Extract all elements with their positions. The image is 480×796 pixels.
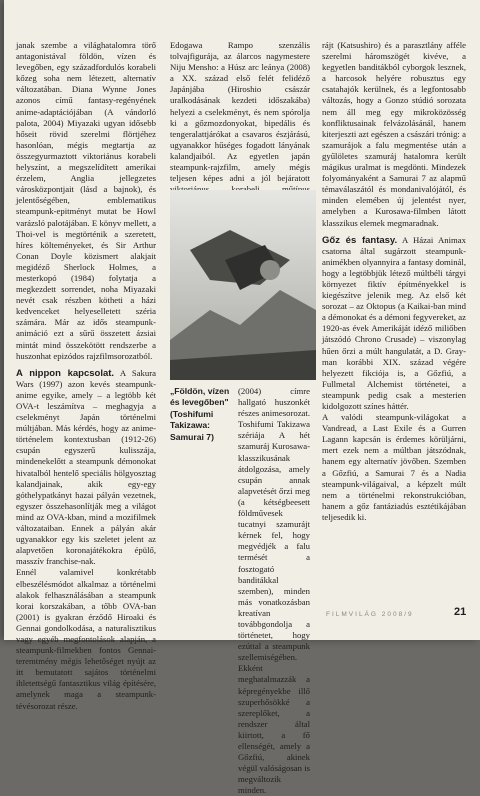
text-column-2-bottom xyxy=(238,386,310,796)
text-column-2-top xyxy=(170,40,310,184)
image-caption: „Földön, vízen és levegőben" (Toshifumi Takizawa: Samurai 7) xyxy=(170,386,230,442)
paragraph: Ennél valamivel konkrétabb elbeszélésmódot alkalmaz a történelmi alakok felhasználásában a steampunk korai korszakában, a tőbb OVA-ban (2001) is gyakran érződő Hiroaki és Gennai gondolkodása, a naturalisztikus vagy egyéb megfontolások alapján, a steampunk-filmekben fontos Gennai-teremtmény mégis lehetőséget nyújt az itt bemutatott sajátos történelmi ihletettségű fantasztikus világ építésére, amelynek maga a steampunk-tévésorozat része. xyxy=(16,567,156,711)
paragraph-text: A Házai Animax csatorna által sugárzott steampunk-animékben olyannyira a fantasy dominál, hogy a legtöbbjük létező múltbéli tárgyi környezet fiktív építményekkel is kiegészítve jelenik meg. Az első két sorozat – az Oktopus (a Kaikai-ban mind a démonokat és a démoni fegyvereket, az 1920-as évek Amerikáját idéző miliőben játszódó Chrono Crusade) – viszonylag hűen őrzi a múlt hangulatát, a D. Gray-man korábbi XIX. század végére helyezett fikciója is, a Gőzfiú, a Fullmetal Alchemist történetei, a steampunk pedig csak a mesterien kidolgozott színes háttér. xyxy=(322,234,466,411)
paragraph: A valódi steampunk-világokat a Vandread, a Last Exile és a Gurren Lagann kapcsán is érdemes körüljárni, mert ezek nem a múltban játszódnak, hanem egy alternatív jövőben. Szemben a Gőzfiú, a Samurai 7 és a Nadia steampunk-világaival, a képzelt múlt nem a történelmi rekonstrukcióban, hanem a gőz fantáziadús esztétikájában teljesedik ki. xyxy=(322,412,466,522)
page-number: 21 xyxy=(454,606,467,618)
illustration xyxy=(170,190,316,380)
paragraph: janak szembe a világhatalomra törő antagonistával földön, vízen és levegőben, egy századfordulós korabeli kőzeg soha nem létezett, alternatív változatában. Diana Wynne Jones azonos című fantasy-regényének anime-adaptációjában (A vándorló palota, 2004) Miyazaki ugyan idősebb hőseit rövid szerelmi flörtjéhez hasonlóan, mégis megtartja az összegyurmaztott viktoriánus korabeli helyszínt, a megszelídített amerikai érzelem, Anglia jellegzetes városközpontjait (lásd a bajnok), és jelentőségében, emblematikus steampunk-epitményt mutat be Howl varázsló palotájában. E könyv mellett, a Thoi-vel is megtörténik a szeretett, híres költeményeket, és Sir Arthur Conan Doyle közismert alakjait megidéző Sherlock Holmes, a mesterkopó (1984) folytatja a megkezdett sorrendet, noha Miyazaki nevét csak részben kötheti a házi kedvenceket helyeselletett széria számára. Már az idős steampunk-animáció ezt a sűrű összetett ázsiai mintát mind összekötött rendszerbe a huszonhat epizódos rajzfilmsorozatból. xyxy=(16,40,156,361)
section-heading: A nippon kapcsolat. xyxy=(16,367,115,379)
magazine-page xyxy=(4,0,480,796)
paragraph: (2004) címre hallgató huszonkét részes animesorozat. Toshifumi Takizawa szériája A hét szamuráj Kurosawa-klasszikusának átdolgozása, amely csupán annak alapvetését őrzi meg (a kétségbeesett földművesek tucatnyi szamurájt kérnek fel, hogy megvédjék a falu termését a fosztogató banditákkal szemben), minden más vonatkozásban kreatívan továbbgondolja a történetet, hogy ezúttal a steampunk szellemiségében. Ekként meghatalmazzák a képregényekbe illő szuperhősökké a szereplőket, a rendszer által kiirtott, a fő ellenségét, amely a Gőzfiú, akinek végül valóságosan is megváltozik minden. xyxy=(238,386,310,796)
paragraph: Edogawa Rampo szenzális tolvajfigurája, az álarcos nagymestere Niju Mensho: a Húsz arc leánya (2008) a XX. század első felét felidéző Japánjába (Hiroshio császár uralkodásának kezdeti időszakába) helyezi a cselekményt, és nem spórolja ki a gőzmozdonyokat, bipedális és tengeralattjárókat a csavaros észjárású, ugyanakkor hűséges fogadott lányának kalandjaiból. Az egyetlen japán steampunk-rajzfilm, amely mégis teljesen képes adni a jól bejáratott xyxy=(170,40,310,184)
paragraph-text: A Sakura Wars (1997) azon kevés steampunk-anime egyike, amely – a legtöbb két OVA-t leszámítva – meghagyja a cselekményt Japán történelmi múltjában. Más kérdés, hogy az anime-történelem kontextusban (1912-26) csupán egyszerű kulisszája, mindenekelőtt a steampunk démonokat hivatalból hentelő speciális hölgyosztag kalandjainak, akik egy-egy góthelypatkányt hazai pályán vezetnek, egyszer összehasonlítják meg a világot mind az OVA-kban, mind a mozifilmek változataiban. Ennek a pályán akár ugyanakkor egy kis szeletet jelent az alapvetően koronajátékokra épülő, masszív franchise-nak. xyxy=(16,367,156,567)
anime-still-image xyxy=(170,190,316,380)
section-heading: Gőz és fantasy. xyxy=(322,234,398,246)
paragraph xyxy=(322,235,466,413)
text-column-3 xyxy=(322,40,466,608)
text-column-1 xyxy=(16,40,156,711)
paragraph xyxy=(16,368,156,568)
magazine-footer: FILMVILÁG 2008/9 xyxy=(326,611,414,618)
paragraph: rájt (Katsushiro) és a parasztlány afféle szerelmi háromszögét kivéve, a kegyetlen banditákból cyborgok lesznek, a harcosok helyére robusztus egy csatahajók kerülnek, és a legfontosabb változás, hogy a Gonzo stúdió sorozata nem áll meg egy mikroközösség konfliktusainak felvázolásánál, hanem kiterjeszti azt egészen a császári trónig: a szamurájok a falu megmentése után a gyűlöletes szamuráj hatalomra került mágikus uralmat is megdönti. Mindezek folyományaként a Samurai 7 az alapmű témaválaszától és mondanivalójától, és minden elemében új jelentést nyer, amelyben a Kurosawa-filmben látott klasszikus elemek megmaradnak. xyxy=(322,40,466,228)
